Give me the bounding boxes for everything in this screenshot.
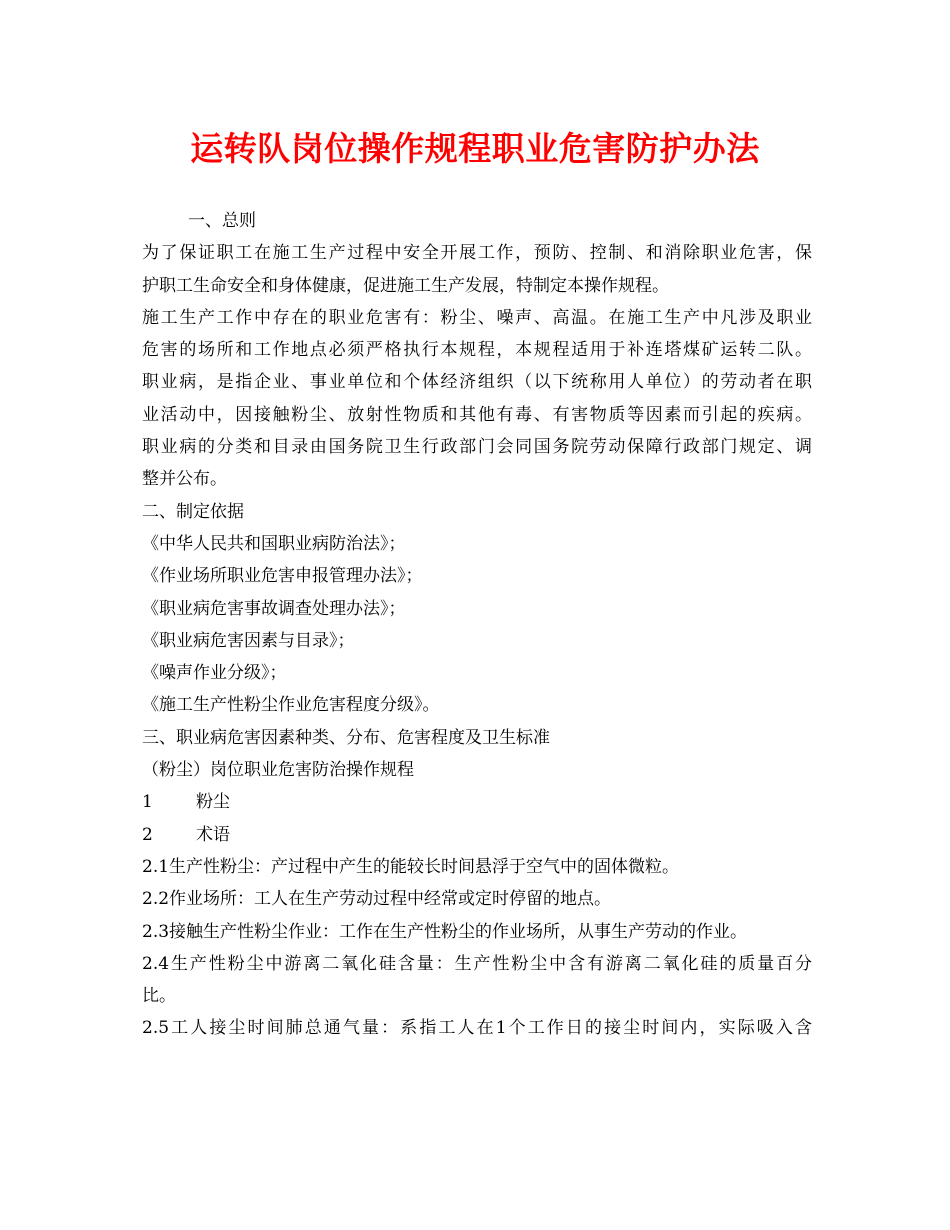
reference-item: 《职业病危害事故调查处理办法》； [142,598,406,619]
reference-item: 《噪声作业分级》； [142,663,287,684]
section-heading-hazards: 三、职业病危害因素种类、分布、危害程度及卫生标准 [142,727,550,748]
paragraph-line: 施工生产工作中存在的职业危害有：粉尘、噪声、高温。在施工生产中凡涉及职业 [142,307,812,328]
reference-item: 《施工生产性粉尘作业危害程度分级》。 [142,695,440,716]
paragraph-line: 整并公布。 [142,469,227,490]
paragraph-line: 为了保证职工在施工生产过程中安全开展工作，预防、控制、和消除职业危害，保 [142,243,812,264]
item-number: 1 [142,792,153,813]
definition-line: 比。 [142,986,176,1007]
reference-item: 《中华人民共和国职业病防治法》； [142,533,406,554]
reference-item: 《职业病危害因素与目录》； [142,630,355,651]
item-text: 术语 [196,824,230,845]
paragraph-line: 职业病的分类和目录由国务院卫生行政部门会同国务院劳动保障行政部门规定、调 [142,437,812,458]
reference-item: 《作业场所职业危害申报管理办法》； [142,566,423,587]
definition-line: 2.2作业场所：工人在生产劳动过程中经常或定时停留的地点。 [142,889,612,910]
definition-line: 2.1生产性粉尘：产过程中产生的能较长时间悬浮于空气中的固体微粒。 [142,856,680,877]
section-heading-general: 一、总则 [188,211,256,231]
item-text: 粉尘 [196,792,230,813]
document-body [142,205,812,1045]
definition-line: 2.5工人接尘时间肺总通气量：系指工人在1个工作日的接尘时间内，实际吸入含 [142,1018,812,1039]
numbered-item [142,819,812,851]
paragraph-line: 危害的场所和工作地点必须严格执行本规程，本规程适用于补连塔煤矿运转二队。 [142,340,812,361]
paragraph-line: 业活动中，因接触粉尘、放射性物质和其他有毒、有害物质等因素而引起的疾病。 [142,404,812,425]
item-number: 2 [142,824,153,845]
document-title: 运转队岗位操作规程职业危害防护办法 [190,129,760,168]
paragraph-line: 护职工生命安全和身体健康，促进施工生产发展，特制定本操作规程。 [142,275,669,296]
definition-line: 2.4生产性粉尘中游离二氧化硅含量：生产性粉尘中含有游离二氧化硅的质量百分 [142,953,812,974]
section-heading-basis: 二、制定依据 [142,501,244,522]
numbered-item [142,786,812,818]
subsection-heading: （粉尘）岗位职业危害防治操作规程 [142,760,414,781]
paragraph-line: 职业病，是指企业、事业单位和个体经济组织（以下统称用人单位）的劳动者在职 [142,372,812,393]
definition-line: 2.3接触生产性粉尘作业：工作在生产性粉尘的作业场所，从事生产劳动的作业。 [142,921,748,942]
